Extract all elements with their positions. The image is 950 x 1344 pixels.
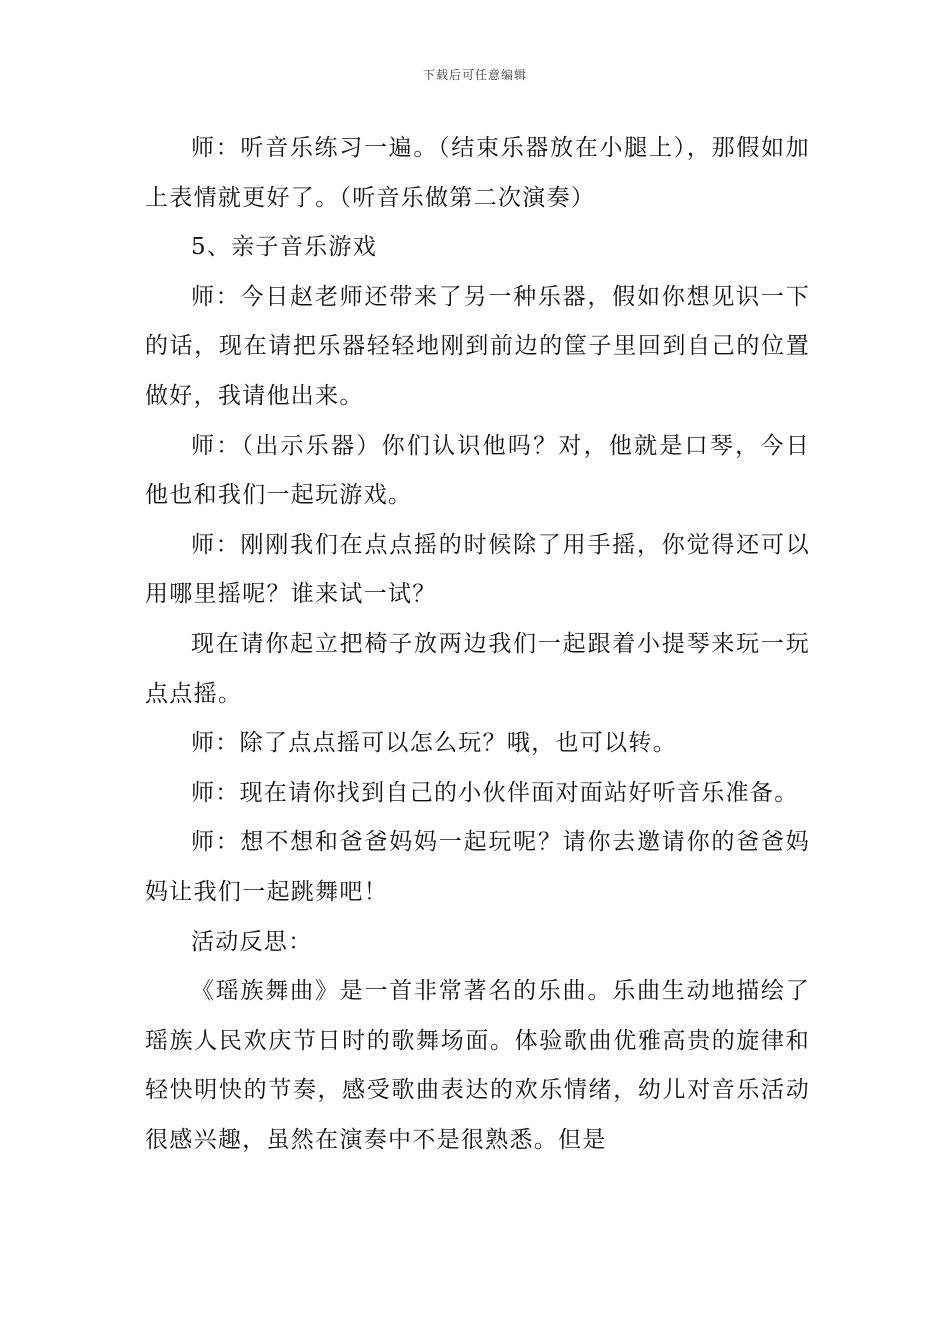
paragraph-8: 师：现在请你找到自己的小伙伴面对面站好听音乐准备。 bbox=[191, 779, 799, 806]
page-header-note: 下载后可任意编辑 bbox=[422, 68, 527, 82]
document-body bbox=[145, 124, 810, 1165]
paragraph-7: 师：除了点点摇可以怎么玩？哦，也可以转。 bbox=[191, 730, 677, 757]
paragraph-1: 师：听音乐练习一遍。（结束乐器放在小腿上），那假如加上表情就更好了。（听音乐做第二次演奏） bbox=[145, 135, 810, 211]
paragraph-4: 师：（出示乐器）你们认识他吗？对，他就是口琴，今日他也和我们一起玩游戏。 bbox=[145, 432, 810, 509]
paragraph-3: 师：今日赵老师还带来了另一种乐器，假如你想见识一下的话，现在请把乐器轻轻地刚到前边的筐子里回到自己的位置做好，我请他出来。 bbox=[145, 283, 810, 409]
paragraph-5: 师：刚刚我们在点点摇的时候除了用手摇，你觉得还可以用哪里摇呢？谁来试一试？ bbox=[145, 531, 810, 608]
paragraph-11: 《瑶族舞曲》是一首非常著名的乐曲。乐曲生动地描绘了瑶族人民欢庆节日时的歌舞场面。体验歌曲优雅高贵的旋律和轻快明快的节奏，感受歌曲表达的欢乐情绪，幼儿对音乐活动很感兴趣，虽然在演奏中不是很熟悉。但是 bbox=[145, 978, 810, 1153]
paragraph-10: 活动反思： bbox=[191, 928, 313, 955]
paragraph-2: 5、亲子音乐游戏 bbox=[191, 234, 378, 261]
paragraph-6: 现在请你起立把椅子放两边我们一起跟着小提琴来玩一玩点点摇。 bbox=[145, 630, 810, 707]
paragraph-9: 师：想不想和爸爸妈妈一起玩呢？请你去邀请你的爸爸妈妈让我们一起跳舞吧！ bbox=[145, 829, 810, 905]
